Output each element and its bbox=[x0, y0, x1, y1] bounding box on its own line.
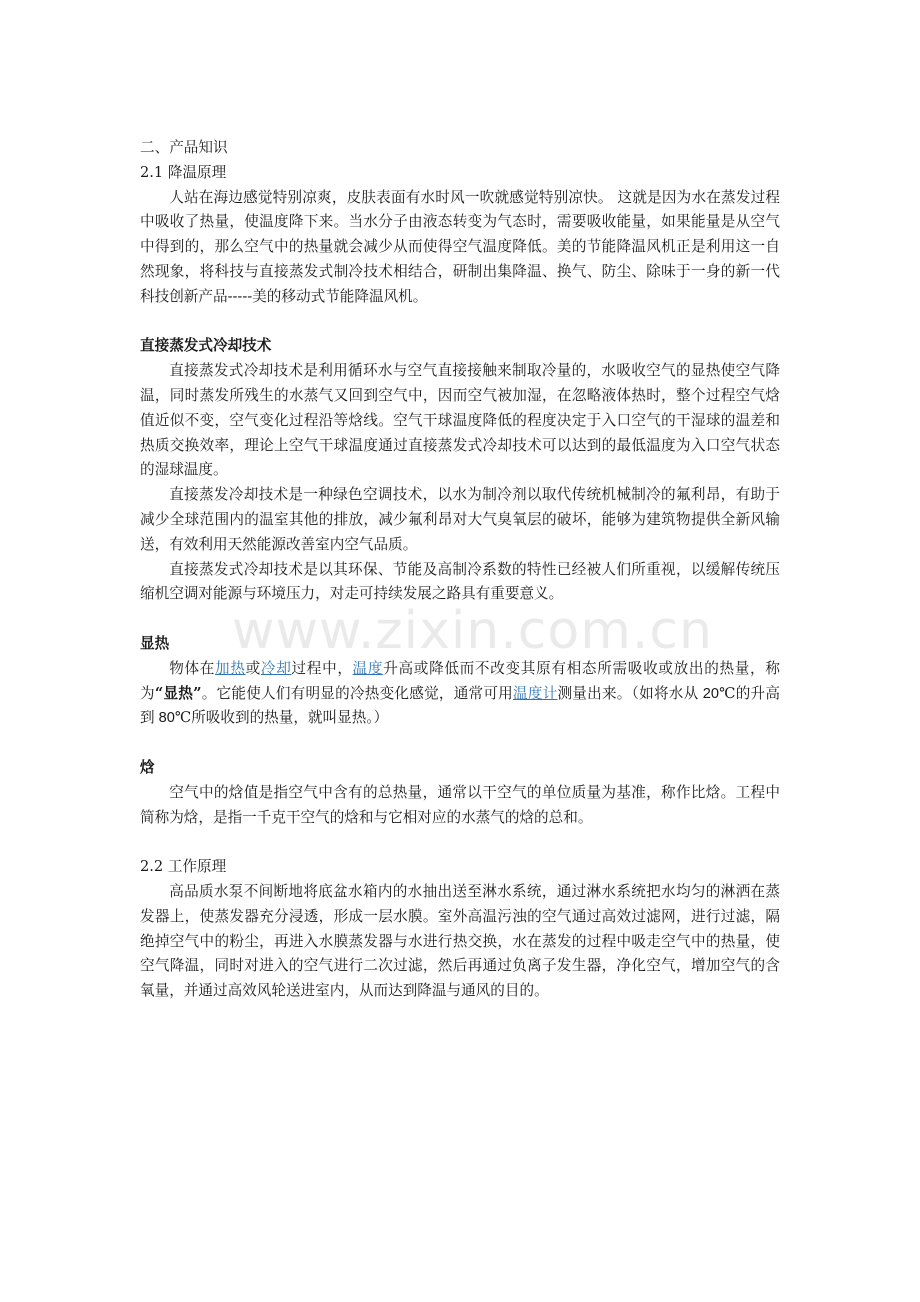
section-heading-2-2: 2.2 工作原理 bbox=[140, 858, 227, 876]
section-heading-2-1: 2.1 降温原理 bbox=[140, 163, 227, 181]
link-temperature[interactable]: 温度 bbox=[352, 659, 384, 677]
link-cooling[interactable]: 冷却 bbox=[260, 659, 292, 677]
blank-line bbox=[140, 830, 780, 855]
blank-line bbox=[140, 607, 780, 632]
blank-line bbox=[140, 731, 780, 756]
document-body bbox=[140, 136, 780, 1004]
link-heating[interactable]: 加热 bbox=[215, 659, 246, 677]
term-sensible-heat: “显热” bbox=[154, 684, 202, 702]
paragraph-sensible-heat bbox=[140, 657, 780, 731]
paragraph-cooling-principle: 人站在海边感觉特别凉爽，皮肤表面有水时风一吹就感觉特别凉快。 这就是因为水在蒸发过程中吸收了热量，使温度降下来。当水分子由液态转变为气态时，需要吸收能量，如果能量是从空气中得到的，那么空气中的热量就会减少从而使得空气温度降低。美的节能降温风机正是利用这一自然现象，将科技与直接蒸发式制冷技术相结合，研制出集降温、换气、防尘、除味于一身的新一代科技创新产品-----美的移动式节能降温风机。 bbox=[140, 188, 780, 305]
section-heading-enthalpy: 焓 bbox=[140, 758, 155, 776]
paragraph-working-principle: 高品质水泵不间断地将底盆水箱内的水抽出送至淋水系统，通过淋水系统把水均匀的淋洒在蒸发器上，使蒸发器充分浸透，形成一层水膜。室外高温污浊的空气通过高效过滤网，进行过滤，隔绝掉空气中的粉尘，再进入水膜蒸发器与水进行热交换，水在蒸发的过程中吸走空气中的热量，使空气降温，同时对进入的空气进行二次过滤，然后再通过负离子发生器，净化空气，增加空气的含氧量，并通过高效风轮送进室内，从而达到降温与通风的目的。 bbox=[140, 882, 780, 1000]
text-run: 物体在 bbox=[169, 659, 216, 677]
paragraph-direct-evaporative-1: 直接蒸发式冷却技术是利用循环水与空气直接接触来制取冷量的，水吸收空气的显热使空气降温，同时蒸发所残生的水蒸气又回到空气中，因而空气被加湿，在忽略液体热时，整个过程空气焓值近似不变，空气变化过程沿等焓线。空气干球温度降低的程度决定于入口空气的干湿球的温差和热质交换效率，理论上空气干球温度通过直接蒸发式冷却技术可以达到的最低温度为入口空气状态的湿球温度。 bbox=[140, 362, 780, 479]
section-heading-sensible-heat: 显热 bbox=[140, 634, 170, 652]
paragraph-direct-evaporative-2: 直接蒸发冷却技术是一种绿色空调技术，以水为制冷剂以取代传统机械制冷的氟利昂，有助于减少全球范围内的温室其他的排放，减少氟利昂对大气臭氧层的破坏，能够为建筑物提供全新风输送，有效利用天然能源改善室内空气品质。 bbox=[140, 486, 780, 553]
section-heading-product-knowledge: 二、产品知识 bbox=[140, 139, 228, 156]
paragraph-direct-evaporative-3: 直接蒸发式冷却技术是以其环保、节能及高制冷系数的特性已经被人们所重视，以缓解传统压缩机空调对能源与环境压力，对走可持续发展之路具有重要意义。 bbox=[140, 560, 780, 603]
text-run: 。它能使人们有明显的冷热变化感觉，通常可用 bbox=[201, 684, 514, 702]
text-run: 升高或降低而不改变其原有相态所需吸收或放出的热量，称为 bbox=[140, 659, 780, 702]
text-run: 或 bbox=[245, 659, 261, 677]
text-run: 过程中， bbox=[291, 659, 353, 677]
link-thermometer[interactable]: 温度计 bbox=[513, 684, 558, 702]
watermark-text: www.zixin.com.cn bbox=[232, 601, 713, 661]
paragraph-enthalpy: 空气中的焓值是指空气中含有的总热量，通常以干空气的单位质量为基准，称作比焓。工程中简称为焓，是指一千克干空气的焓和与它相对应的水蒸气的焓的总和。 bbox=[140, 783, 780, 826]
blank-line bbox=[140, 310, 780, 335]
text-run: 测量出来。（如将水从 20℃的升高到 80℃所吸收到的热量，就叫显热。） bbox=[140, 685, 780, 727]
section-heading-direct-evaporative: 直接蒸发式冷却技术 bbox=[140, 337, 272, 355]
